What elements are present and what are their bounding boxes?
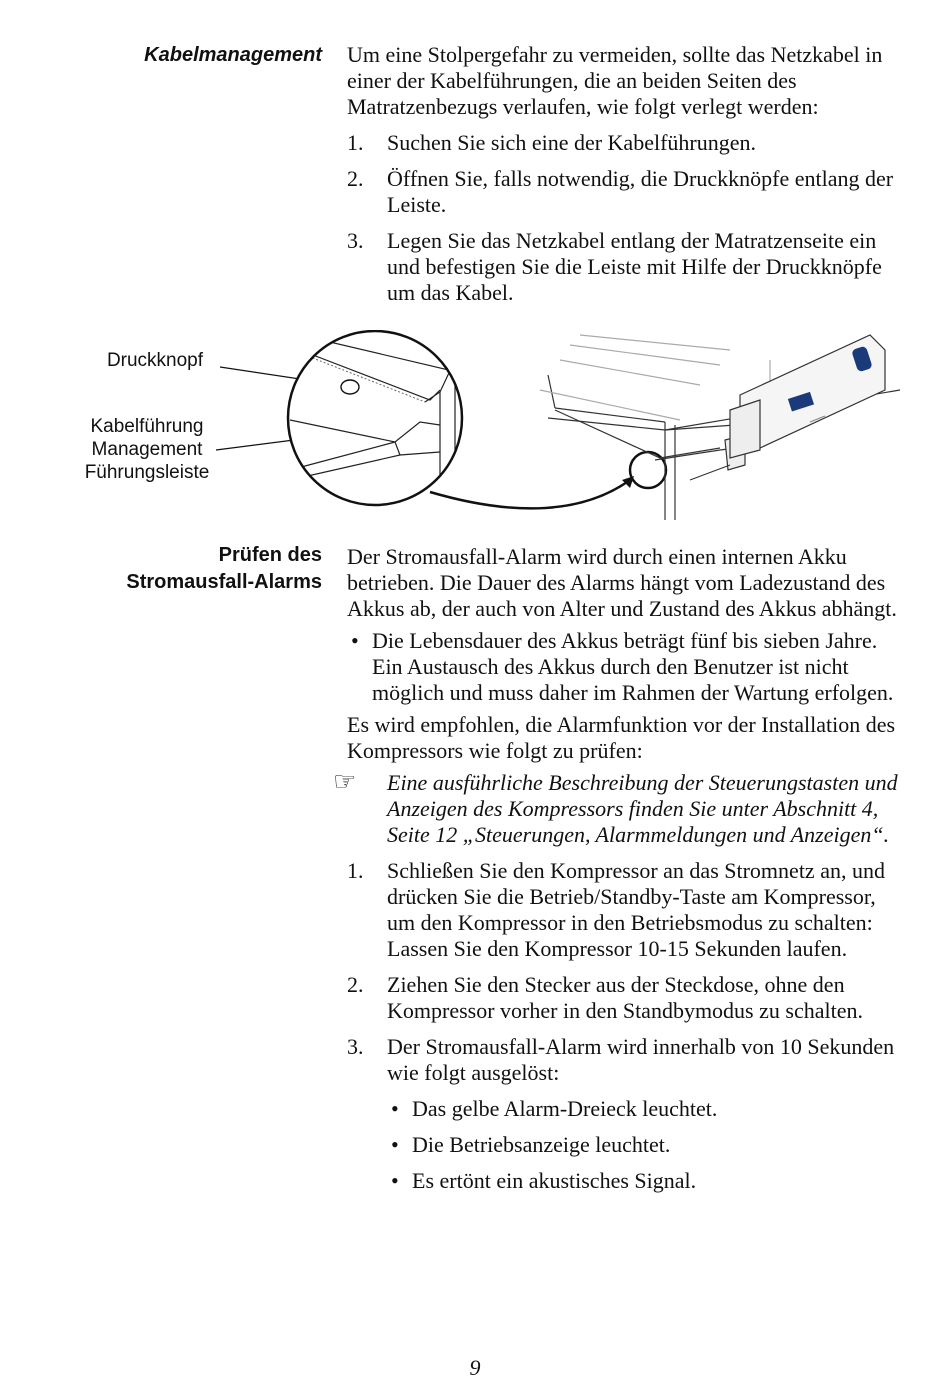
bed-and-compressor — [540, 335, 900, 520]
section2-intro: Der Stromausfall-Alarm wird durch einen internen Akku betrieben. Die Dauer des Alarms hängt vom Ladezustand des Akkus ab, der auch von Alter und Zustand des Akkus abhängt. — [347, 544, 897, 621]
list-item: • Es ertönt ein akustisches Signal. — [391, 1168, 697, 1193]
magnified-detail — [285, 330, 470, 530]
list-item: • Die Betriebsanzeige leuchtet. — [391, 1132, 671, 1157]
label-kabelfuehrung: Kabelführung Management Führungsleiste — [84, 416, 210, 483]
section1-body — [347, 42, 907, 306]
list-item: 3. Legen Sie das Netzkabel entlang der Matratzenseite ein und befestigen Sie die Leiste mit Hilfe der Druckknöpfe um das Kabel. — [347, 228, 882, 305]
illustration-svg — [0, 330, 950, 530]
list-item: 2. Öffnen Sie, falls notwendig, die Druckknöpfe entlang der Leiste. — [347, 166, 894, 217]
section1-steps — [347, 130, 907, 306]
pointing-hand-icon: ☞ — [333, 767, 357, 796]
cable-guide-illustration — [0, 330, 950, 530]
list-item: • Das gelbe Alarm-Dreieck leuchtet. — [391, 1096, 718, 1121]
section1-intro: Um eine Stolpergefahr zu vermeiden, sollte das Netzkabel in einer der Kabelführungen, die an beiden Seiten des Matratzenbezugs verlaufen, wie folgt verlegt werden: — [347, 42, 883, 119]
list-item: 1. Suchen Sie sich eine der Kabelführungen. — [347, 130, 756, 155]
section2-bullets — [347, 628, 907, 706]
sub-bullets — [387, 1096, 907, 1194]
section2-recommend: Es wird empfohlen, die Alarmfunktion vor der Installation des Kompressors wie folgt zu prüfen: — [347, 712, 896, 763]
list-item: 3. Der Stromausfall-Alarm wird innerhalb von 10 Sekunden wie folgt ausgelöst: • Das gelbe Alarm-Dreieck leuchtet. • Die Betriebsanzeige leuchtet. • Es ertönt ein akustisches Signal. — [347, 1034, 907, 1194]
section2-body — [333, 544, 907, 1194]
section-heading-stromausfall: Prüfen des Stromausfall-Alarms — [126, 544, 322, 593]
page-number: 9 — [469, 1355, 481, 1380]
label-druckknopf: Druckknopf — [106, 350, 204, 371]
note: ☞ Eine ausführliche Beschreibung der Steuerungstasten und Anzeigen des Kompressors finden Sie unter Abschnitt 4, Seite 12 „Steuerungen, Alarmmeldungen und Anzeigen“. — [333, 767, 898, 847]
arrow-curve — [430, 480, 630, 508]
list-item: • Die Lebensdauer des Akkus beträgt fünf bis sieben Jahre. Ein Austausch des Akkus durch den Benutzer ist nicht möglich und muss daher im Rahmen der Wartung erfolgen. — [351, 628, 894, 705]
list-item: 2. Ziehen Sie den Stecker aus der Steckdose, ohne den Kompressor vorher in den Standbymodus zu schalten. — [347, 972, 863, 1023]
list-item: 1. Schließen Sie den Kompressor an das Stromnetz an, und drücken Sie die Betrieb/Standby-Taste am Kompressor, um den Kompressor in den Betriebsmodus zu schalten: Lassen Sie den Kompressor 10-15 Sekunden laufen. — [347, 858, 885, 961]
section2-steps — [347, 858, 907, 1194]
section-heading-kabelmanagement: Kabelmanagement — [144, 44, 322, 66]
